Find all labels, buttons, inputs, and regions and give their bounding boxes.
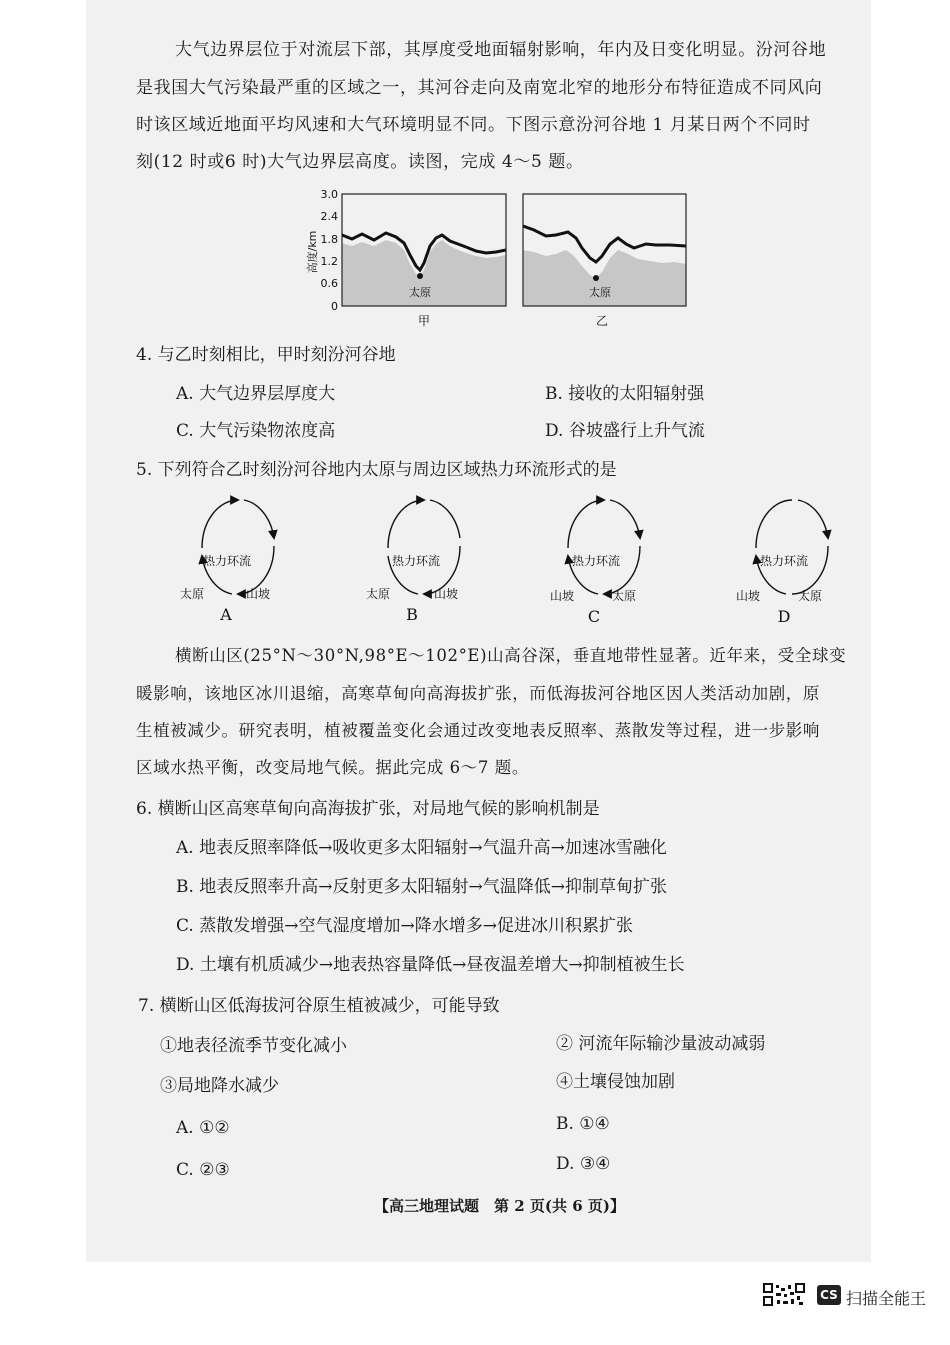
taiyuan-dot-jia — [417, 273, 423, 279]
label-b-right: 山坡 — [433, 587, 459, 601]
intro1-line-4: 刻(12 时或6 时)大气边界层高度。读图，完成 4～5 题。 — [136, 152, 584, 172]
letter-b: B — [406, 605, 418, 624]
page-footer: 【高三地理试题 第 2 页(共 6 页)】 — [374, 1197, 625, 1215]
label-d-center: 热力环流 — [759, 554, 809, 568]
intro2-line-2: 暖影响，该地区冰川退缩，高寒草甸向高海拔扩张，而低海拔河谷地区因人类活动加剧，原 — [136, 684, 820, 703]
taiyuan-label-yi: 太原 — [589, 286, 611, 299]
caption-jia: 甲 — [417, 314, 431, 328]
intro2-line-1: 横断山区(25°N～30°N,98°E～102°E)山高谷深，垂直地带性显著。近年来，受全球变 — [175, 646, 847, 665]
y-tick-3.0: 3.0 — [320, 188, 338, 201]
arrow-d-right — [798, 500, 828, 538]
q7-option-a: A. ①② — [176, 1118, 230, 1138]
q7-item-3: ③局地降水减少 — [160, 1076, 279, 1096]
qr-code-icon — [763, 1283, 805, 1307]
y-axis-label: 高度/km — [306, 230, 319, 274]
q7-stem: 7. 横断山区低海拔河谷原生植被减少，可能导致 — [138, 996, 500, 1016]
q7-item-2: ② 河流年际输沙量波动减弱 — [556, 1034, 766, 1054]
taiyuan-label-jia: 太原 — [409, 286, 431, 299]
letter-c: C — [587, 607, 601, 626]
intro1-line-1: 大气边界层位于对流层下部，其厚度受地面辐射影响，年内及日变化明显。汾河谷地 — [175, 40, 827, 60]
q4-option-c: C. 大气污染物浓度高 — [176, 421, 336, 441]
panel-jia — [342, 194, 506, 328]
taiyuan-dot-yi — [593, 275, 599, 281]
y-tick-1.8: 1.8 — [320, 233, 338, 246]
q7-option-b: B. ①④ — [556, 1114, 610, 1134]
q6-option-d: D. 土壤有机质减少→地表热容量降低→昼夜温差增大→抑制植被生长 — [176, 955, 685, 975]
y-tick-0.6: 0.6 — [320, 277, 338, 290]
arrow-c-up — [568, 500, 604, 548]
arrow-b-up — [388, 500, 424, 548]
panel-yi — [523, 194, 686, 328]
label-c-center: 热力环流 — [571, 554, 621, 568]
q6-option-a: A. 地表反照率降低→吸收更多太阳辐射→气温升高→加速冰雪融化 — [176, 838, 667, 858]
label-d-right: 太原 — [797, 589, 823, 603]
q4-option-b: B. 接收的太阳辐射强 — [545, 384, 705, 404]
boundary-layer-figure — [290, 180, 710, 335]
label-a-left: 太原 — [179, 587, 205, 601]
intro2-line-4: 区域水热平衡，改变局地气候。据此完成 6～7 题。 — [136, 758, 529, 777]
q6-option-c: C. 蒸散发增强→空气湿度增加→降水增多→促进冰川积累扩张 — [176, 916, 633, 936]
arrow-a-up — [202, 500, 238, 548]
q4-option-a: A. 大气边界层厚度大 — [176, 384, 336, 404]
label-b-left: 太原 — [365, 587, 391, 601]
intro2-line-3: 生植被减少。研究表明，植被覆盖变化会通过改变地表反照率、蒸散发等过程，进一步影响 — [136, 721, 820, 740]
label-d-left: 山坡 — [735, 589, 761, 603]
arrow-c-right — [610, 500, 640, 538]
letter-a: A — [220, 605, 232, 624]
q7-option-d: D. ③④ — [556, 1154, 611, 1174]
arrow-d-up — [756, 500, 792, 548]
caption-yi: 乙 — [595, 314, 609, 328]
q5-stem: 5. 下列符合乙时刻汾河谷地内太原与周边区域热力环流形式的是 — [136, 460, 617, 480]
q7-option-c: C. ②③ — [176, 1160, 230, 1180]
label-a-center: 热力环流 — [202, 554, 252, 568]
diagram-d — [736, 500, 828, 626]
q4-option-d: D. 谷坡盛行上升气流 — [545, 421, 705, 441]
arrow-b-right — [430, 500, 460, 538]
label-a-right: 山坡 — [245, 587, 271, 601]
scanner-logo: CS — [817, 1285, 841, 1305]
q7-item-4: ④土壤侵蚀加剧 — [556, 1072, 675, 1092]
q6-option-b: B. 地表反照率升高→反射更多太阳辐射→气温降低→抑制草甸扩张 — [176, 877, 668, 897]
scanner-brand-text: 扫描全能王 — [846, 1289, 927, 1308]
letter-d: D — [777, 607, 791, 626]
y-tick-0: 0 — [331, 300, 338, 313]
q7-item-1: ①地表径流季节变化减小 — [160, 1036, 347, 1056]
label-c-left: 山坡 — [549, 589, 575, 603]
y-tick-1.2: 1.2 — [320, 255, 338, 268]
diagram-c — [550, 500, 640, 626]
diagram-b — [366, 500, 460, 624]
q4-stem: 4. 与乙时刻相比，甲时刻汾河谷地 — [136, 345, 396, 365]
diagram-a — [180, 500, 274, 624]
intro1-line-2: 是我国大气污染最严重的区域之一，其河谷走向及南宽北窄的地形分布特征造成不同风向 — [136, 78, 823, 98]
y-tick-2.4: 2.4 — [320, 210, 338, 223]
arrow-a-right — [244, 500, 274, 538]
q6-stem: 6. 横断山区高寒草甸向高海拔扩张，对局地气候的影响机制是 — [136, 799, 600, 819]
y-axis — [305, 188, 338, 313]
label-c-right: 太原 — [611, 589, 637, 603]
circulation-diagrams — [150, 488, 870, 628]
intro1-line-3: 时该区域近地面平均风速和大气环境明显不同。下图示意汾河谷地 1 月某日两个不同时 — [136, 115, 811, 135]
label-b-center: 热力环流 — [391, 554, 441, 568]
